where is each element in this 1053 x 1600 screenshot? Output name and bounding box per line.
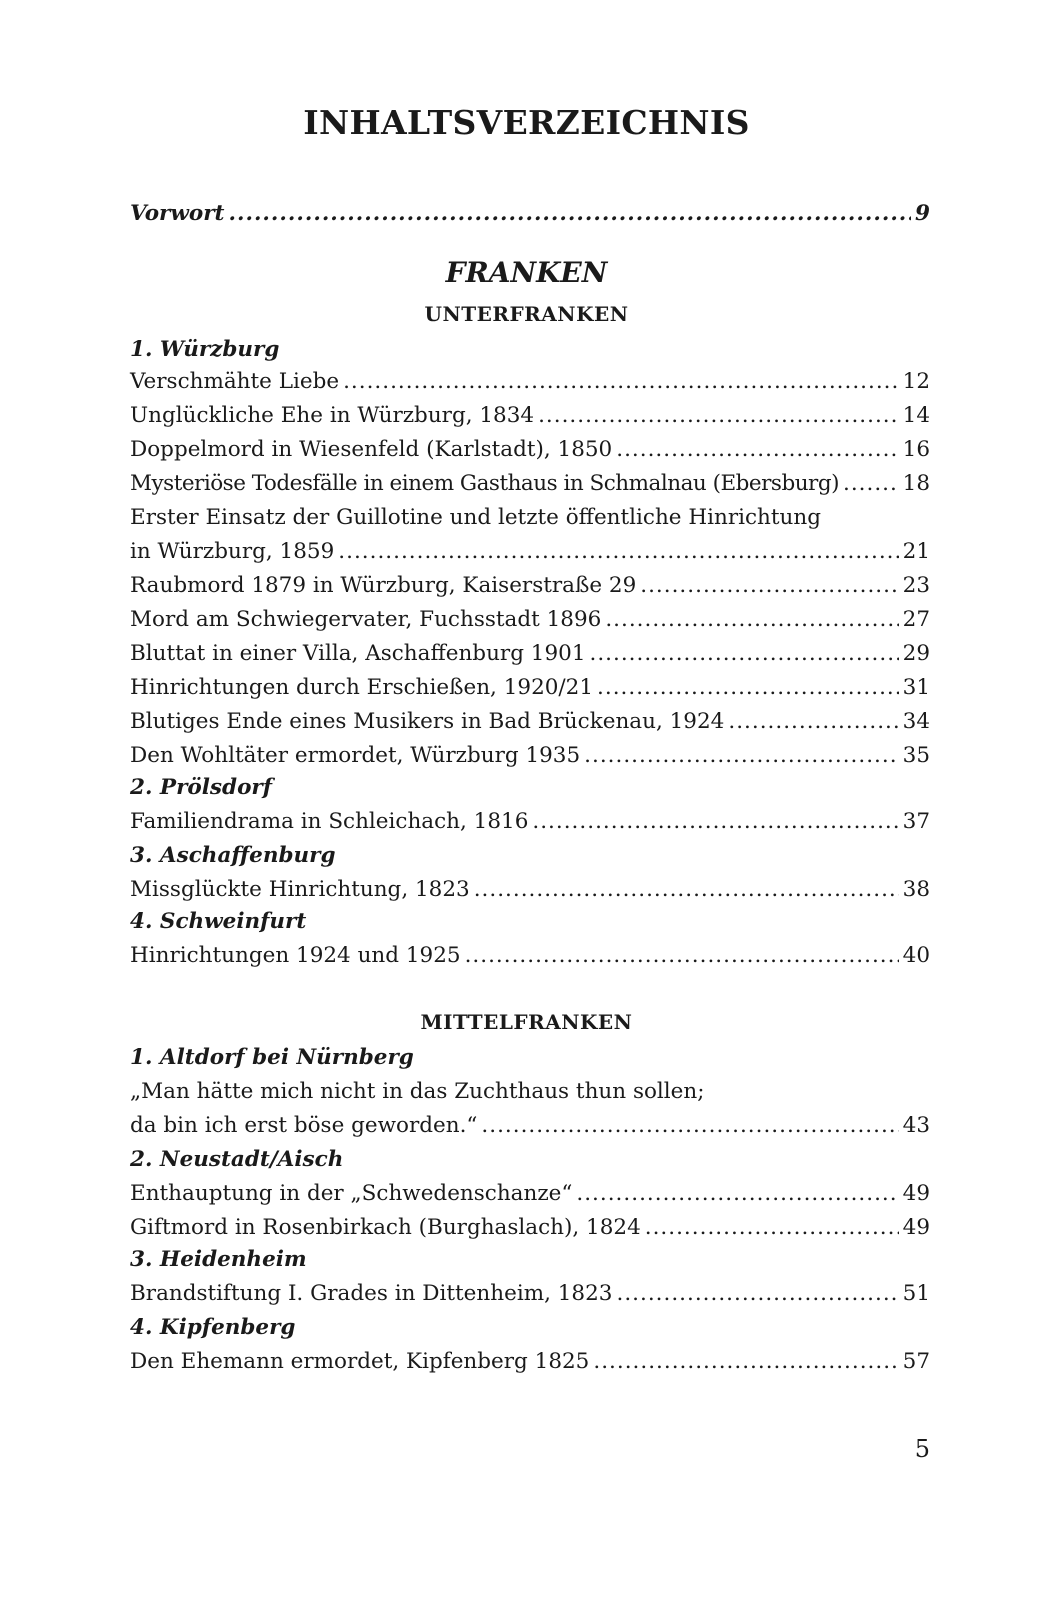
toc-entry-text: da bin ich erst böse geworden.“ xyxy=(130,1113,478,1138)
toc-entry xyxy=(130,604,930,636)
toc-entry xyxy=(130,1178,930,1210)
toc-entry-page: 34 xyxy=(902,709,930,734)
toc-entry xyxy=(130,1110,930,1142)
leader-dots xyxy=(338,536,898,568)
toc-entry xyxy=(130,874,930,906)
subsection-title: 2. Neustadt/Aisch xyxy=(130,1147,344,1172)
toc-entry-page: 37 xyxy=(902,809,930,834)
leader-dots xyxy=(584,740,898,772)
toc-entry xyxy=(130,434,930,466)
toc-entry-text: in Würzburg, 1859 xyxy=(130,539,335,564)
toc-entry-vorwort xyxy=(130,198,930,230)
leader-dots xyxy=(465,940,899,972)
toc-entry-page: 31 xyxy=(902,675,930,700)
toc-entry-page: 43 xyxy=(902,1113,930,1138)
toc-entry-text: Giftmord in Rosenbirkach (Burghaslach), 1824 xyxy=(130,1215,641,1240)
leader-dots xyxy=(343,366,899,398)
toc-entry-page: 40 xyxy=(902,943,930,968)
toc-entry xyxy=(130,366,930,398)
toc-entry-page: 51 xyxy=(902,1281,930,1306)
toc-entry-page: 27 xyxy=(902,607,930,632)
toc-entry-text: Hinrichtungen durch Erschießen, 1920/21 xyxy=(130,675,594,700)
leader-dots xyxy=(228,198,911,230)
leader-dots xyxy=(593,1346,898,1378)
region-heading: FRANKEN xyxy=(445,256,608,289)
toc-entry-text: Unglückliche Ehe in Würzburg, 1834 xyxy=(130,403,535,428)
toc-entry-text: Vorwort xyxy=(130,201,225,226)
page-title: INHALTSVERZEICHNIS xyxy=(303,103,750,142)
toc-entry-page: 29 xyxy=(902,641,930,666)
toc-entry-text: Den Wohltäter ermordet, Würzburg 1935 xyxy=(130,743,581,768)
toc-entry-page: 38 xyxy=(902,877,930,902)
toc-entry-text: Missglückte Hinrichtung, 1823 xyxy=(130,877,470,902)
subsection-title: 3. Heidenheim xyxy=(130,1247,307,1272)
toc-entry-text: Familiendrama in Schleichach, 1816 xyxy=(130,809,529,834)
toc-entry-page: 18 xyxy=(902,471,930,496)
toc-entry-page: 21 xyxy=(902,539,930,564)
toc-entry-text: Verschmähte Liebe xyxy=(130,369,340,394)
leader-dots xyxy=(474,874,899,906)
toc-entry xyxy=(130,536,930,568)
section-heading-mittelfranken: MITTELFRANKEN xyxy=(420,1010,633,1034)
leader-dots xyxy=(538,400,899,432)
toc-entry-text: Mysteriöse Todesfälle in einem Gasthaus in Schmalnau (Ebersburg) xyxy=(130,471,839,496)
leader-dots xyxy=(640,570,898,602)
subsection-title: 1. Altdorf bei Nürnberg xyxy=(130,1045,414,1070)
toc-entry-text-line: Erster Einsatz der Guillotine und letzte öffentliche Hinrichtung xyxy=(130,505,821,530)
section-heading-unterfranken: UNTERFRANKEN xyxy=(424,302,629,326)
leader-dots xyxy=(532,806,898,838)
leader-dots xyxy=(590,638,899,670)
toc-entry xyxy=(130,400,930,432)
toc-entry-page: 35 xyxy=(902,743,930,768)
toc-entry-text: Hinrichtungen 1924 und 1925 xyxy=(130,943,461,968)
toc-entry-page: 49 xyxy=(902,1215,930,1240)
toc-entry-text: Bluttat in einer Villa, Aschaffenburg 1901 xyxy=(130,641,586,666)
toc-entry-page: 14 xyxy=(902,403,930,428)
subsection-title: 1. Würzburg xyxy=(130,337,280,362)
toc-entry-text: Den Ehemann ermordet, Kipfenberg 1825 xyxy=(130,1349,590,1374)
toc-entry xyxy=(130,672,930,704)
toc-entry-text: Raubmord 1879 in Würzburg, Kaiserstraße 29 xyxy=(130,573,637,598)
leader-dots xyxy=(645,1212,899,1244)
toc-entry-text: Doppelmord in Wiesenfeld (Karlstadt), 1850 xyxy=(130,437,613,462)
page-number: 5 xyxy=(914,1435,930,1463)
toc-entry-page: 49 xyxy=(902,1181,930,1206)
toc-entry-text: Mord am Schwiegervater, Fuchsstadt 1896 xyxy=(130,607,602,632)
toc-entry xyxy=(130,1212,930,1244)
toc-entry-text: Blutiges Ende eines Musikers in Bad Brückenau, 1924 xyxy=(130,709,725,734)
toc-entry-page: 9 xyxy=(915,201,930,226)
leader-dots xyxy=(481,1110,898,1142)
toc-entry xyxy=(130,468,930,500)
toc-entry xyxy=(130,706,930,738)
subsection-title: 3. Aschaffenburg xyxy=(130,843,336,868)
toc-entry-page: 16 xyxy=(902,437,930,462)
leader-dots xyxy=(728,706,898,738)
toc-entry-page: 23 xyxy=(902,573,930,598)
leader-dots xyxy=(576,1178,898,1210)
leader-dots xyxy=(605,604,898,636)
leader-dots xyxy=(843,468,899,500)
toc-entry-text: Enthauptung in der „Schwedenschanze“ xyxy=(130,1181,573,1206)
toc-entry xyxy=(130,570,930,602)
leader-dots xyxy=(616,1278,898,1310)
toc-entry xyxy=(130,806,930,838)
subsection-title: 4. Kipfenberg xyxy=(130,1315,296,1340)
toc-entry xyxy=(130,740,930,772)
toc-entry xyxy=(130,638,930,670)
toc-entry xyxy=(130,940,930,972)
toc-entry xyxy=(130,1278,930,1310)
leader-dots xyxy=(616,434,898,466)
toc-entry-page: 12 xyxy=(902,369,930,394)
subsection-title: 4. Schweinfurt xyxy=(130,909,307,934)
toc-entry-text: Brandstiftung I. Grades in Dittenheim, 1823 xyxy=(130,1281,613,1306)
subsection-title: 2. Prölsdorf xyxy=(130,775,272,800)
toc-entry xyxy=(130,1346,930,1378)
toc-entry-text-line: „Man hätte mich nicht in das Zuchthaus thun sollen; xyxy=(130,1079,705,1104)
toc-entry-page: 57 xyxy=(902,1349,930,1374)
leader-dots xyxy=(597,672,899,704)
